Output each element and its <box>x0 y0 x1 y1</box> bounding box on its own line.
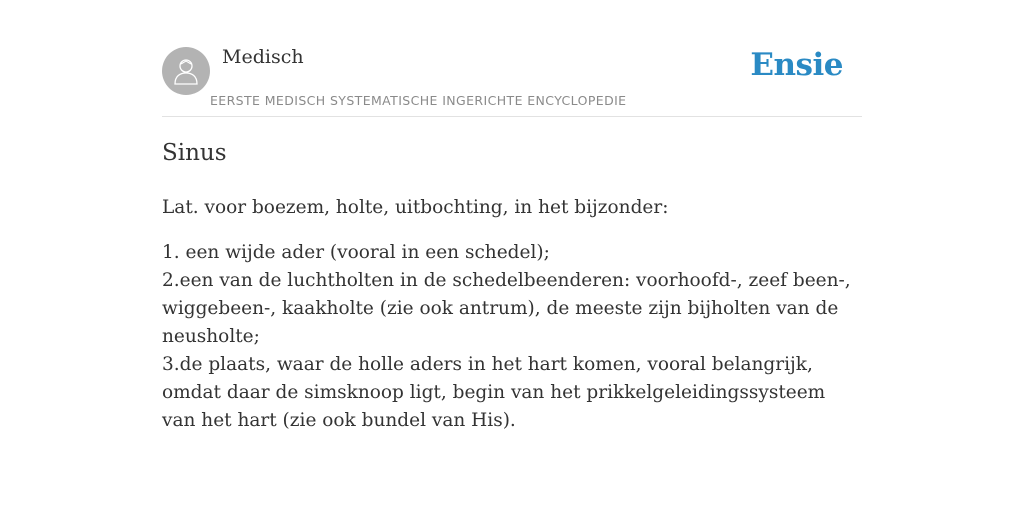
avatar[interactable] <box>162 47 210 95</box>
definition-item-2: 2.een van de luchtholten in de schedelbeenderen: voorhoofd-, zeef been-, wiggebeen-, kaakholte (zie ook antrum), de meeste zijn bijholten van de neusholte; <box>162 270 851 347</box>
definition-item-1: 1. een wijde ader (vooral in een schedel); <box>162 242 550 263</box>
entry-title: Sinus <box>162 140 227 166</box>
user-icon <box>173 57 199 85</box>
definition-item-3: 3.de plaats, waar de holle aders in het hart komen, vooral belangrijk, omdat daar de simsknoop ligt, begin van het prikkelgeleidingssysteem van het hart (zie ook bundel van His). <box>162 354 826 431</box>
ensie-logo[interactable]: Ensie <box>750 47 843 83</box>
page-container <box>162 0 862 431</box>
definition-list <box>162 239 862 435</box>
source-header <box>162 0 862 117</box>
source-description: EERSTE MEDISCH SYSTEMATISCHE INGERICHTE ENCYCLOPEDIE <box>210 93 627 108</box>
source-name-link[interactable]: Medisch <box>222 46 304 68</box>
entry-intro: Lat. voor boezem, holte, uitbochting, in het bijzonder: <box>162 197 669 218</box>
